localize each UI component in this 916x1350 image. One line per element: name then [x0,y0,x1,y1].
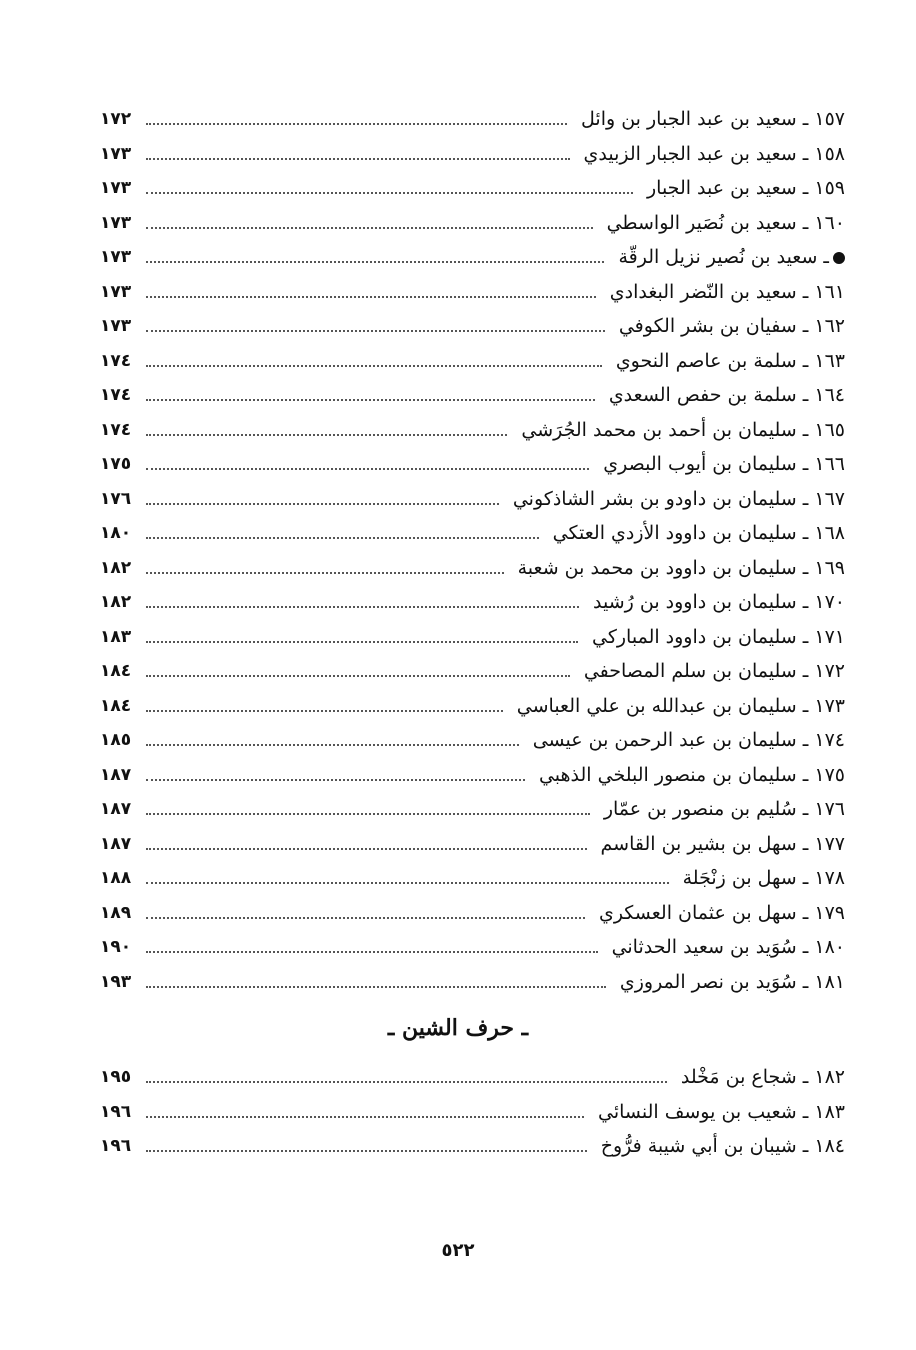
dot-leader [146,848,587,850]
table-of-contents-section-shin [100,1060,845,1164]
toc-entry [100,723,845,758]
toc-entry [100,447,845,482]
entry-page: ١٨٤ [100,695,132,716]
entry-page: ١٧٦ [100,488,132,509]
entry-page: ١٧٤ [100,350,132,371]
page-number: ٥٢٢ [441,1240,475,1261]
entry-page: ١٩٦ [100,1136,132,1157]
entry-page: ١٧٣ [100,247,132,268]
dot-leader [146,1081,667,1083]
dot-leader [146,641,578,643]
entry-title: ١٥٧ ـ سعيد بن عبد الجبار بن وائل [581,108,845,131]
entry-title: ١٧٥ ـ سليمان بن منصور البلخي الذهبي [538,763,845,786]
dot-leader [146,192,633,194]
toc-entry [100,344,845,379]
toc-entry [100,516,845,551]
toc-entry [100,896,845,931]
entry-title: ١٧٧ ـ سهل بن بشير بن القاسم [600,832,845,855]
entry-page: ١٨٨ [100,868,132,889]
toc-entry [100,965,845,1000]
dot-leader [146,227,593,229]
entry-title: ١٦٠ ـ سعيد بن نُصَير الواسطي [606,211,845,234]
dot-leader [146,537,539,539]
dot-leader [146,296,596,298]
toc-entry [100,171,845,206]
entry-page: ١٧٣ [100,316,132,337]
entry-page: ١٨٣ [100,626,132,647]
entry-title: ١٦٣ ـ سلمة بن عاصم النحوي [615,349,845,372]
toc-entry [100,378,845,413]
toc-entry [100,758,845,793]
toc-entry [100,206,845,241]
entry-title: ١٥٨ ـ سعيد بن عبد الجبار الزبيدي [583,142,845,165]
entry-title: ١٦٥ ـ سليمان بن أحمد بن محمد الجُرَشي [521,418,845,441]
entry-title: ١٦١ ـ سعيد بن النّضر البغدادي [609,280,845,303]
toc-entry [100,1129,845,1164]
entry-title: ١٧٨ ـ سهل بن زنْجَلة [682,867,845,890]
entry-page: ١٨٠ [100,523,132,544]
entry-page: ١٨٤ [100,661,132,682]
entry-title: ١٧٣ ـ سليمان بن عبدالله بن علي العباسي [516,694,845,717]
dot-leader [146,675,570,677]
dot-leader [146,365,602,367]
dot-leader [146,986,606,988]
toc-entry [100,861,845,896]
entry-title: ١٧٦ ـ سُليم بن منصور بن عمّار [603,798,845,821]
toc-entry [100,137,845,172]
dot-leader [146,399,595,401]
toc-entry [100,620,845,655]
dot-leader [146,572,504,574]
entry-title: ١٦٦ ـ سليمان بن أيوب البصري [603,453,845,476]
dot-leader [146,261,604,263]
toc-entry [100,689,845,724]
entry-page: ١٨٧ [100,764,132,785]
dot-leader [146,917,585,919]
entry-page: ١٩٣ [100,971,132,992]
dot-leader [146,330,605,332]
toc-entry [100,309,845,344]
dot-leader [146,468,589,470]
toc-entry [100,482,845,517]
dot-leader [146,779,525,781]
table-of-contents [100,102,845,999]
entry-title: ١٥٩ ـ سعيد بن عبد الجبار [646,177,845,200]
dot-leader [146,158,570,160]
entry-page: ١٧٣ [100,281,132,302]
entry-page: ١٨٧ [100,833,132,854]
toc-entry [100,413,845,448]
toc-entry [100,930,845,965]
toc-entry [100,102,845,137]
entry-title: ١٦٩ ـ سليمان بن داوود بن محمد بن شعبة [517,556,845,579]
entry-title: ١٧١ ـ سليمان بن داوود المباركي [592,625,845,648]
entry-page: ١٧٣ [100,178,132,199]
entry-title: ١٦٤ ـ سلمة بن حفص السعدي [608,384,845,407]
entry-page: ١٧٢ [100,109,132,130]
dot-leader [146,503,499,505]
toc-entry [100,1095,845,1130]
entry-title: ١٦٧ ـ سليمان بن داودو بن بشر الشاذكوني [512,487,845,510]
entry-page: ١٨٢ [100,592,132,613]
dot-leader [146,606,579,608]
entry-page: ١٧٤ [100,385,132,406]
entry-title: ١٧٤ ـ سليمان بن عبد الرحمن بن عيسى [532,729,845,752]
entry-page: ١٨٩ [100,902,132,923]
toc-entry [100,827,845,862]
toc-entry [100,585,845,620]
toc-entry [100,792,845,827]
toc-entry [100,240,845,275]
entry-title: ١٧٩ ـ سهل بن عثمان العسكري [598,901,845,924]
entry-title: ١٧٢ ـ سليمان بن سلم المصاحفي [583,660,845,683]
entry-page: ١٧٤ [100,419,132,440]
entry-title: ١٦٨ ـ سليمان بن داوود الأزدي العتكي [552,522,845,545]
dot-leader [146,710,503,712]
entry-page: ١٨٥ [100,730,132,751]
dot-leader [146,434,507,436]
dot-leader [146,123,567,125]
section-heading: ـ حرف الشين ـ [387,1015,529,1041]
entry-page: ١٩٥ [100,1067,132,1088]
entry-title: ١٨٣ ـ شعيب بن يوسف النسائي [598,1100,845,1123]
dot-leader [146,882,669,884]
toc-entry [100,275,845,310]
entry-page: ١٩٠ [100,937,132,958]
toc-entry [100,1060,845,1095]
dot-leader [146,1150,587,1152]
dot-leader [146,1116,584,1118]
entry-page: ١٧٣ [100,143,132,164]
entry-title: ـ سعيد بن نُصير نزيل الرقّة [618,246,829,269]
entry-page: ١٨٧ [100,799,132,820]
dot-leader [146,744,519,746]
entry-title-bulleted [604,240,845,274]
toc-entry [100,551,845,586]
entry-title: ١٨٠ ـ سُوَيد بن سعيد الحدثاني [611,936,845,959]
entry-page: ١٩٦ [100,1101,132,1122]
entry-title: ١٨٤ ـ شيبان بن أبي شيبة فرُّوخ [600,1135,845,1158]
entry-title: ١٨٢ ـ شجاع بن مَخْلد [680,1066,845,1089]
toc-entry [100,654,845,689]
entry-page: ١٧٥ [100,454,132,475]
entry-title: ١٧٠ ـ سليمان بن داوود بن رُشيد [593,591,845,614]
bullet-icon [833,252,845,264]
dot-leader [146,813,590,815]
entry-page: ١٧٣ [100,212,132,233]
entry-title: ١٦٢ ـ سفيان بن بشر الكوفي [618,315,845,338]
entry-title: ١٨١ ـ سُوَيد بن نصر المروزي [619,970,845,993]
entry-page: ١٨٢ [100,557,132,578]
dot-leader [146,951,598,953]
